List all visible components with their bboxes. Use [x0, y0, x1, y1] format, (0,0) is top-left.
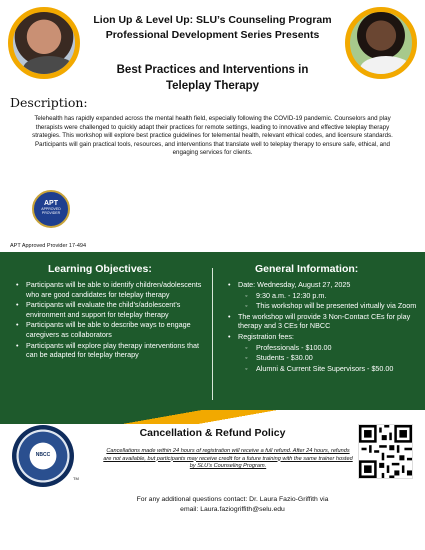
column-divider	[212, 268, 213, 400]
nbcc-badge-text: NBCC	[35, 452, 51, 458]
apt-seal-text: APT	[44, 200, 58, 207]
apt-seal-subtext: APPROVED PROVIDER	[41, 207, 61, 215]
event-format: ◦ This workshop will be presented virtually via Zoom	[226, 301, 422, 311]
presenter-photo-right	[345, 7, 417, 79]
apt-seal-logo	[32, 190, 70, 228]
decorative-swoosh	[0, 410, 425, 424]
general-info-list	[226, 280, 422, 373]
contact-info	[80, 495, 385, 515]
event-ces: • The workshop will provide 3 Non-Contact CEs for play therapy and 3 CEs for NBCC	[226, 312, 422, 331]
objective-item: • Participants will be able to identify children/adolescents who are good candidates for teleplay therapy	[14, 280, 206, 299]
registration-fees-label: • Registration fees:	[226, 332, 422, 342]
refund-policy-heading: Cancellation & Refund Policy	[139, 427, 286, 439]
general-info-heading: General Information:	[255, 263, 359, 275]
trademark-mark: TM	[73, 476, 79, 481]
fee-item: ◦ Alumni & Current Site Supervisors - $50.00	[226, 364, 422, 374]
session-title-line2: Teleplay Therapy	[165, 80, 260, 92]
objective-item: • Participants will explore play therapy interventions that can be adapted for teleplay therapy	[14, 341, 206, 360]
event-series-title	[80, 13, 345, 43]
description-heading: Description:	[10, 95, 88, 110]
event-time: ◦ 9:30 a.m. - 12:30 p.m.	[226, 291, 422, 301]
nbcc-approved-provider-seal	[12, 425, 74, 487]
apt-caption: APT Approved Provider 17-494	[10, 243, 87, 249]
learning-objectives-list	[14, 280, 206, 361]
qr-code[interactable]	[358, 424, 413, 479]
objective-item: • Participants will evaluate the child’s/adolescent’s environment and support for teleplay therapy	[14, 300, 206, 319]
contact-email[interactable]: email: Laura.faziogriffith@selu.edu	[180, 506, 285, 513]
event-date: • Date: Wednesday, August 27, 2025	[226, 280, 422, 290]
series-title-line2: Professional Development Series Presents	[105, 29, 320, 41]
description-body: Telehealth has rapidly expanded across the mental health field, especially following the COVID-19 pandemic. Counselors and play therapists were challenged to quickly adapt their practices for remote settings, leading to innovative and effective teleplay therapy strategies. This workshop will explore best practice guidelines for telemental health, relevant ethical codes, and licensure standards. Participants will gain practical tools, resources, and interventions that translate well to teleplay therapy to ensure safe, ethical, and engaging services for clients.	[32, 115, 393, 157]
session-title	[90, 62, 335, 94]
fee-item: ◦ Students - $30.00	[226, 353, 422, 363]
learning-objectives-heading: Learning Objectives:	[48, 263, 152, 275]
presenter-photo-left	[8, 7, 80, 79]
qr-code-graphic	[359, 425, 412, 478]
fee-item: ◦ Professionals - $100.00	[226, 343, 422, 353]
objective-item: • Participants will be able to describe ways to engage caregivers as collaborators	[14, 320, 206, 339]
refund-policy-text: Cancellations made within 24 hours of registration will receive a full refund. After 24 hours, refunds are not available, but participants may receive credit for a future training with the same trainer hosted by SLU’s Counseling Program.	[103, 448, 353, 470]
session-title-line1: Best Practices and Interventions in	[116, 64, 309, 76]
info-panel	[0, 252, 425, 417]
contact-line1: For any additional questions contact: Dr. Laura Fazio-Griffith via	[136, 496, 329, 503]
series-title-line1: Lion Up & Level Up: SLU’s Counseling Program	[93, 14, 332, 26]
